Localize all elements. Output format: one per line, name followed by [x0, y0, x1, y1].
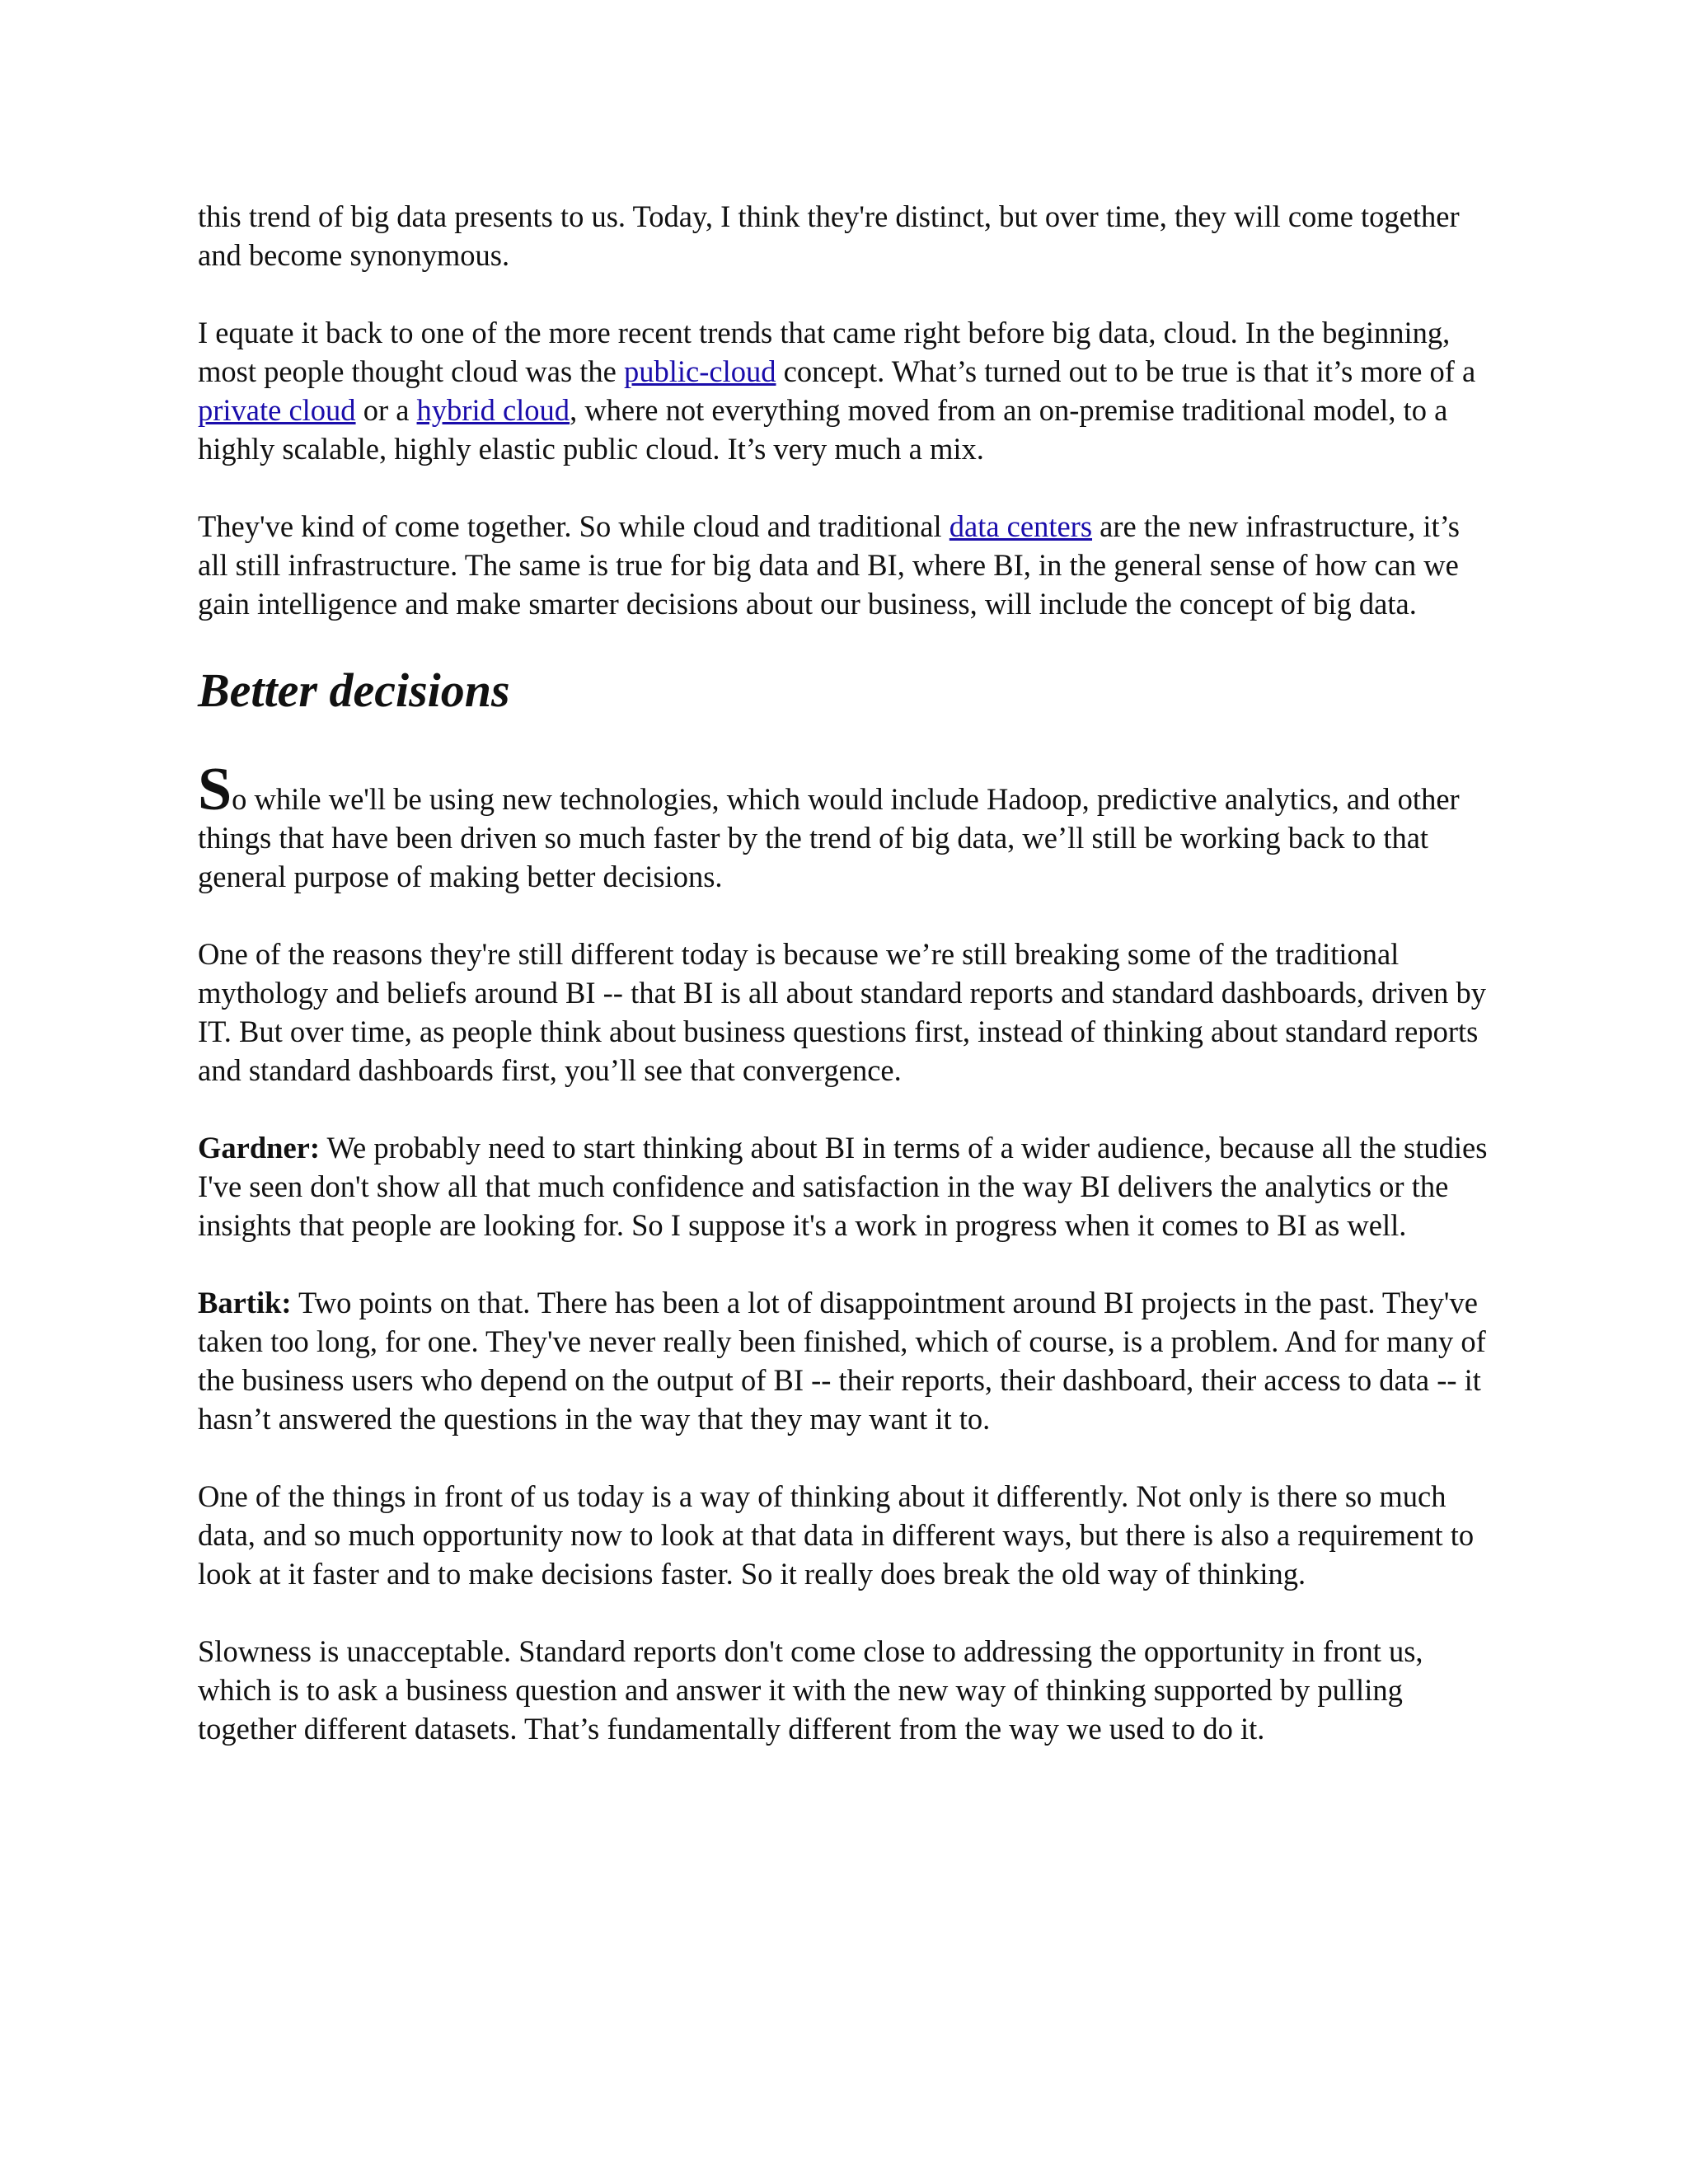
paragraph-better-decisions [198, 756, 1496, 896]
private-cloud-link[interactable]: private cloud [198, 393, 356, 427]
paragraph-bartik [198, 1283, 1496, 1438]
text-segment: are the new infrastructure, it’s all still infrastructure. The same is true for big data and BI, where BI, in the general sense of how can we gain intelligence and make smarter decisions about our business, will include the concept of big data. [198, 509, 1460, 621]
document-page [198, 197, 1496, 1787]
text-segment: or a [355, 393, 417, 427]
text-segment: Two points on that. There has been a lot of disappointment around BI projects in the past. They've taken too long, for one. They've never really been finished, which of course, is a problem. And for many of the business users who depend on the output of BI -- their reports, their dashboard, their access to data -- it hasn’t answered the questions in the way that they may want it to. [198, 1286, 1486, 1436]
drop-cap: S [198, 756, 232, 823]
paragraph-intro: this trend of big data presents to us. Today, I think they're distinct, but over time, they will come together and become synonymous. [198, 199, 1460, 272]
text-segment: , where not everything moved from an on-premise traditional model, to a highly scalable, highly elastic public cloud. It’s very much a mix. [198, 393, 1448, 466]
paragraph-new-thinking: One of the things in front of us today is a way of thinking about it differently. Not only is there so much data, and so much opportunity now to look at that data in different ways, but there is also a requirement to look at it faster and to make decisions faster. So it really does break the old way of thinking. [198, 1479, 1475, 1591]
section-heading: Better decisions [198, 663, 510, 717]
text-segment: concept. What’s turned out to be true is that it’s more of a [776, 354, 1476, 388]
speaker-name: Bartik: [198, 1286, 292, 1319]
paragraph-gardner [198, 1128, 1496, 1244]
text-segment: o while we'll be using new technologies, which would include Hadoop, predictive analytics, and other things that have been driven so much faster by the trend of big data, we’ll still be working back to that general purpose of making better decisions. [198, 782, 1460, 893]
hybrid-cloud-link[interactable]: hybrid cloud [416, 393, 570, 427]
paragraph-convergence: One of the reasons they're still different today is because we’re still breaking some of the traditional mythology and beliefs around BI -- that BI is all about standard reports and standard dashboards, driven by IT. But over time, as people think about business questions first, instead of thinking about standard reports and standard dashboards first, you’ll see that convergence. [198, 937, 1487, 1087]
text-segment: I equate it back to one of the more recent trends that came right before big data, cloud. In the beginning, most people thought cloud was the [198, 316, 1451, 388]
speaker-name: Gardner: [198, 1131, 320, 1165]
text-segment: We probably need to start thinking about BI in terms of a wider audience, because all the studies I've seen don't show all that much confidence and satisfaction in the way BI delivers the analytics or the insights that people are looking for. So I suppose it's a work in progress when it comes to BI as well. [198, 1131, 1488, 1242]
public-cloud-link[interactable]: public-cloud [624, 354, 776, 388]
data-centers-link[interactable]: data centers [949, 509, 1093, 543]
paragraph-infrastructure [198, 507, 1496, 623]
paragraph-slowness: Slowness is unacceptable. Standard reports don't come close to addressing the opportunity in front us, which is to ask a business question and answer it with the new way of thinking supported by pulling together different datasets. That’s fundamentally different from the way we used to do it. [198, 1634, 1423, 1746]
text-segment: They've kind of come together. So while cloud and traditional [198, 509, 950, 543]
paragraph-cloud-trend [198, 313, 1496, 468]
